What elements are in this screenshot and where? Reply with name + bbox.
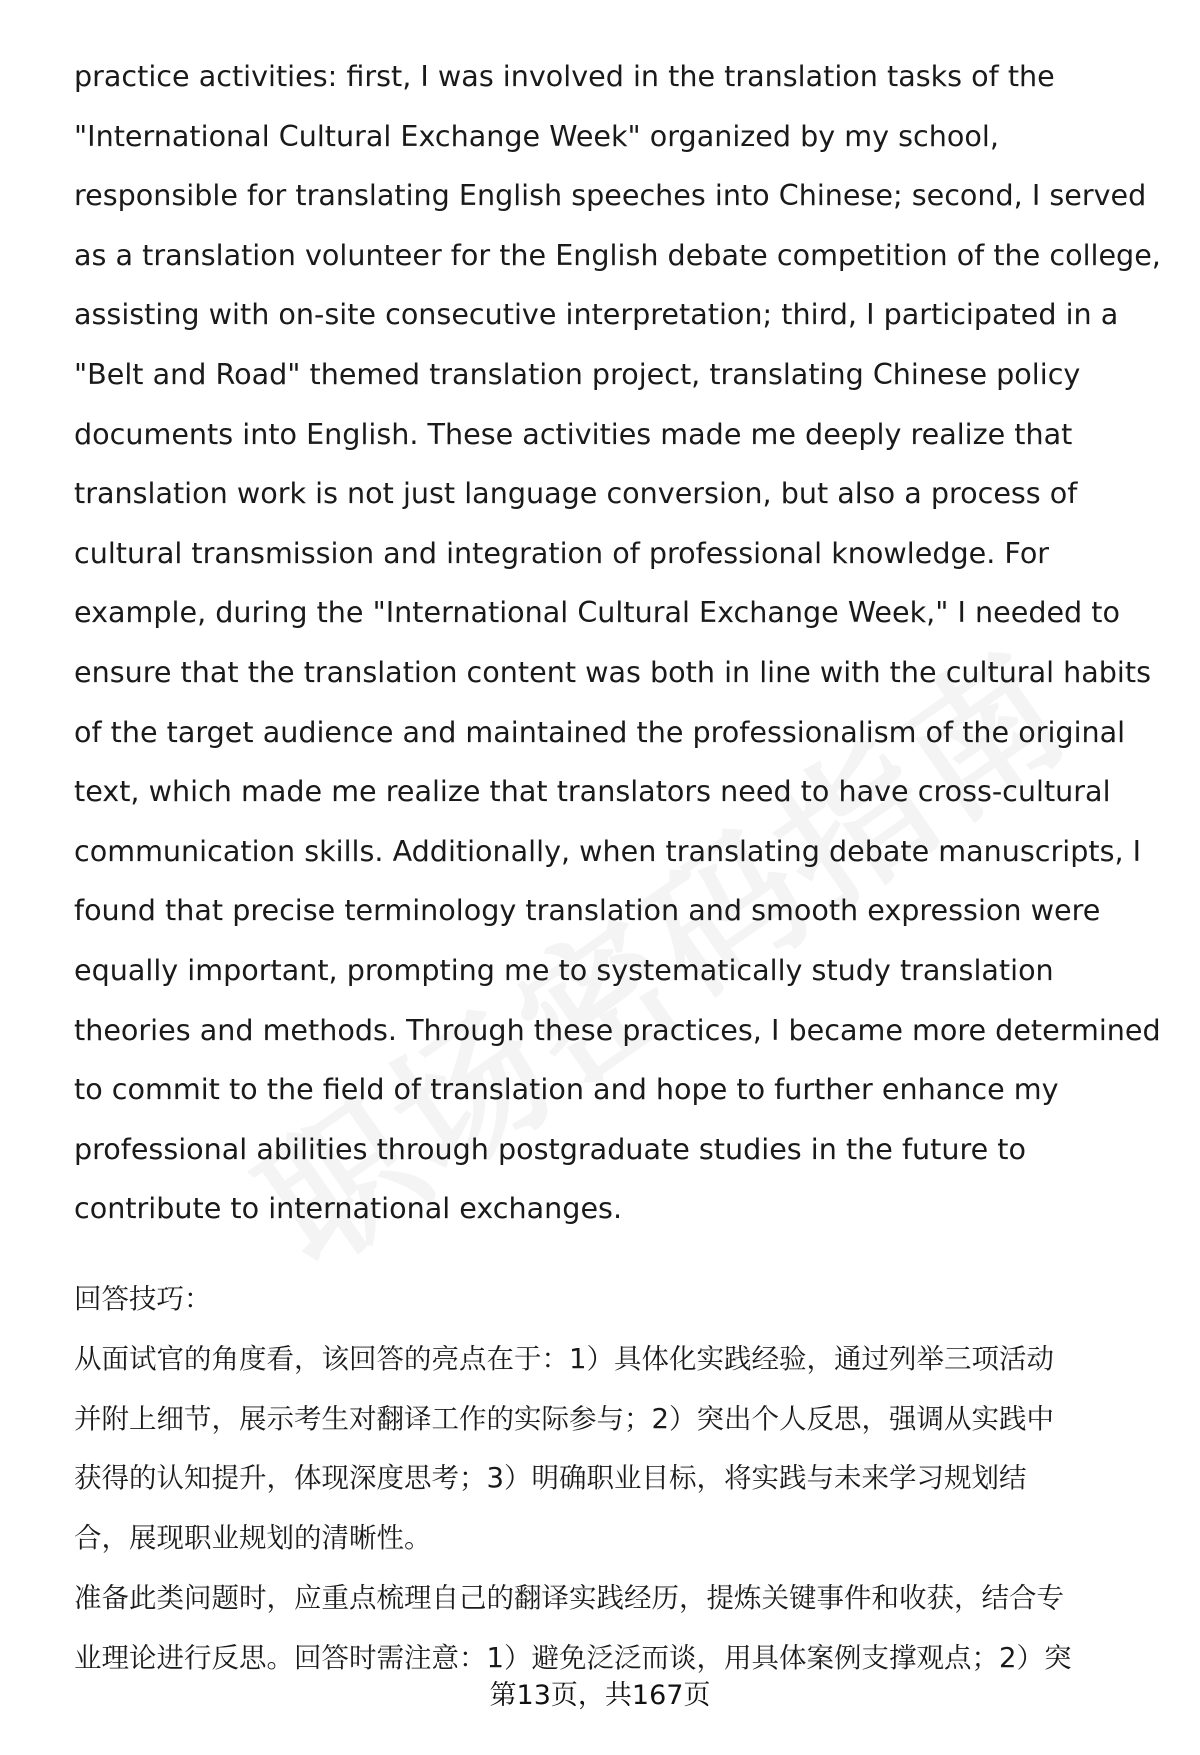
answer-line: theories and methods. Through these practices, I became more determined bbox=[74, 1012, 1161, 1047]
answer-line: professional abilities through postgraduate studies in the future to bbox=[74, 1131, 1026, 1166]
answer-line: "Belt and Road" themed translation project, translating Chinese policy bbox=[74, 356, 1081, 391]
answer-line: ensure that the translation content was both in line with the cultural habits bbox=[74, 654, 1151, 689]
answer-line: "International Cultural Exchange Week" organized by my school, bbox=[74, 118, 999, 153]
answer-line: as a translation volunteer for the English debate competition of the college, bbox=[74, 237, 1161, 272]
answer-line: assisting with on-site consecutive interpretation; third, I participated in a bbox=[74, 297, 1119, 332]
page-number: 第13页，共167页 bbox=[489, 1680, 711, 1711]
tips-line: 准备此类问题时，应重点梳理自己的翻译实践经历，提炼关键事件和收获，结合专 bbox=[74, 1581, 1064, 1614]
answer-text bbox=[74, 47, 1161, 1239]
answer-line: of the target audience and maintained the professionalism of the original bbox=[74, 714, 1126, 749]
answer-line: responsible for translating English speeches into Chinese; second, I served bbox=[74, 178, 1147, 213]
tips-line: 获得的认知提升，体现深度思考；3）明确职业目标，将实践与未来学习规划结 bbox=[74, 1462, 1027, 1495]
answer-tips-section bbox=[74, 1270, 1154, 1689]
answer-line: translation work is not just language conversion, but also a process of bbox=[74, 476, 1078, 511]
tips-line: 业理论进行反思。回答时需注意：1）避免泛泛而谈，用具体案例支撑观点；2）突 bbox=[74, 1641, 1072, 1674]
tips-heading: 回答技巧： bbox=[74, 1283, 212, 1315]
answer-line: example, during the "International Cultural Exchange Week," I needed to bbox=[74, 595, 1121, 630]
answer-line: cultural transmission and integration of professional knowledge. For bbox=[74, 535, 1050, 570]
answer-line: found that precise terminology translation and smooth expression were bbox=[74, 893, 1101, 928]
answer-line: documents into English. These activities made me deeply realize that bbox=[74, 416, 1073, 451]
answer-line: to commit to the field of translation and hope to further enhance my bbox=[74, 1072, 1059, 1107]
tips-line: 合，展现职业规划的清晰性。 bbox=[74, 1522, 432, 1555]
tips-line: 从面试官的角度看，该回答的亮点在于：1）具体化实践经验，通过列举三项活动 bbox=[74, 1342, 1054, 1375]
answer-line: text, which made me realize that translators need to have cross-cultural bbox=[74, 774, 1111, 809]
answer-line: contribute to international exchanges. bbox=[74, 1191, 623, 1226]
answer-line: practice activities: first, I was involved in the translation tasks of the bbox=[74, 59, 1055, 93]
tips-line: 并附上细节，展示考生对翻译工作的实际参与；2）突出个人反思，强调从实践中 bbox=[74, 1402, 1054, 1435]
answer-line: communication skills. Additionally, when translating debate manuscripts, I bbox=[74, 833, 1142, 868]
answer-line: equally important, prompting me to systematically study translation bbox=[74, 952, 1054, 987]
